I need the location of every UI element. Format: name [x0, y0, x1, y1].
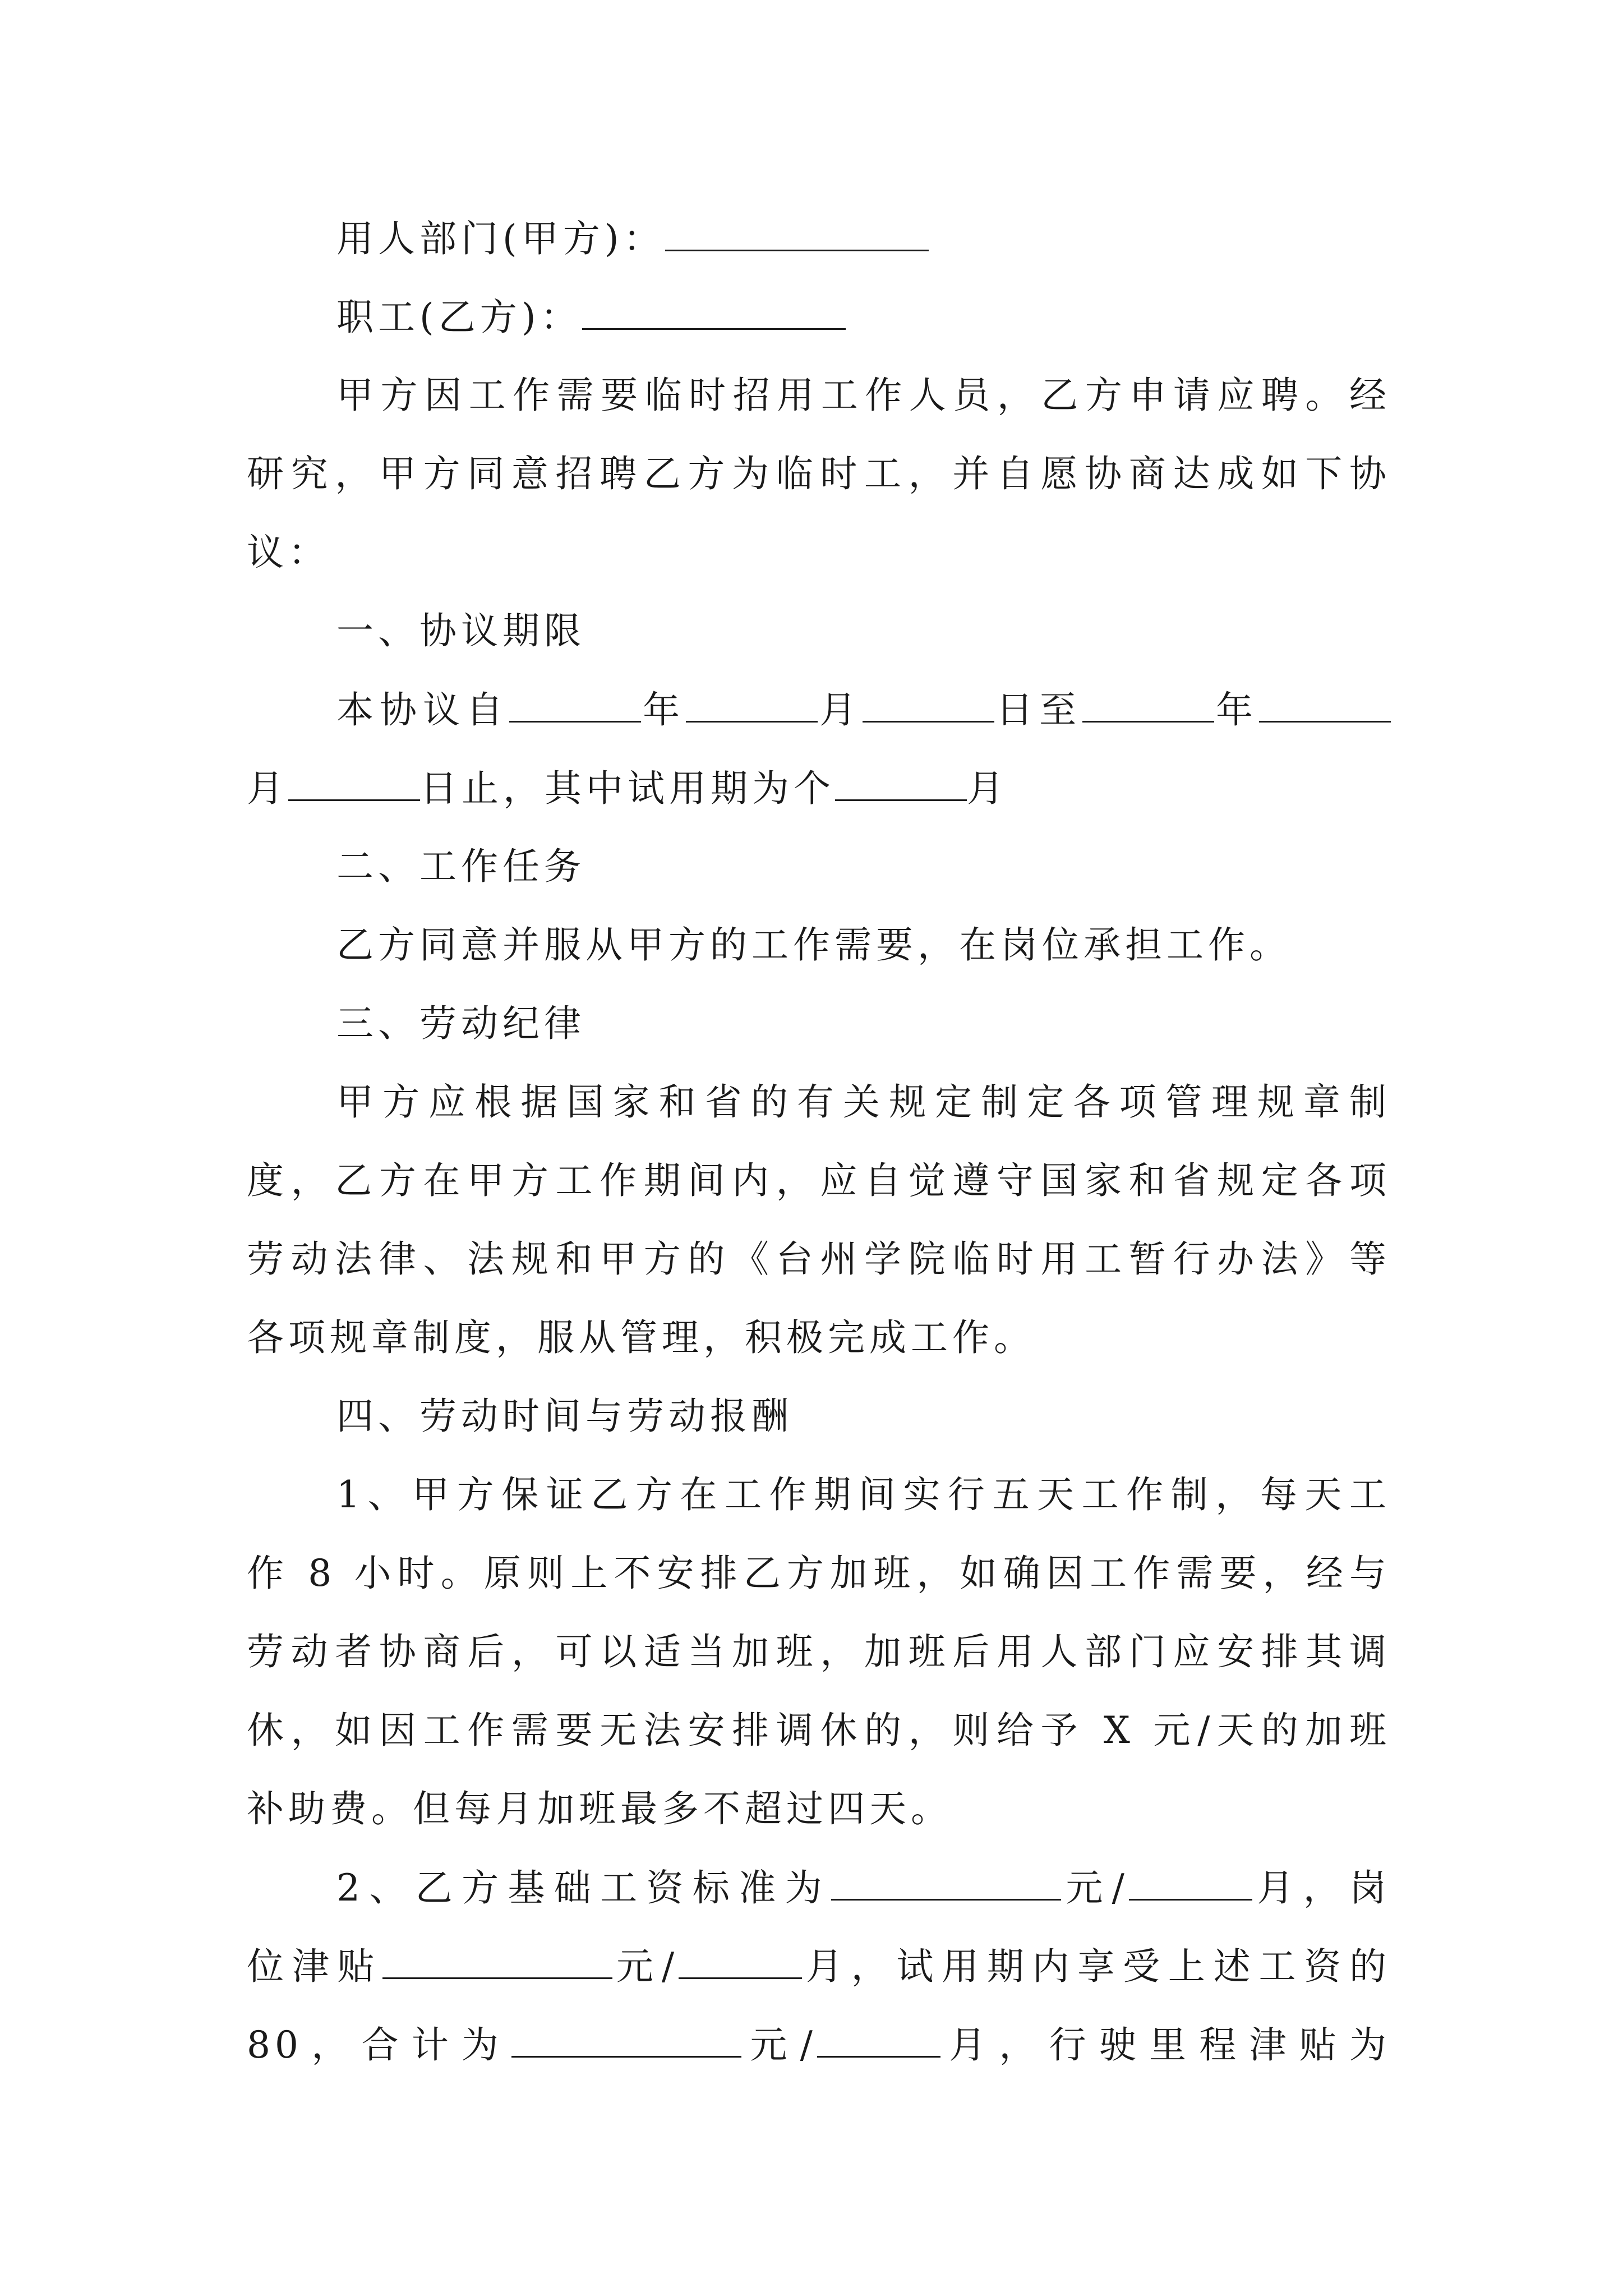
pay-text: 80，合计为: [247, 2023, 512, 2067]
intro-line-3: 议：: [247, 531, 330, 574]
pay-text: 月，岗: [1252, 1866, 1391, 1910]
hours-line-4: 休，如因工作需要无法安排调休的，则给予 X 元/天的加班: [247, 1709, 1391, 1752]
pay-line-3: [247, 2022, 1391, 2068]
section-3-title: 三、劳动纪律: [336, 1002, 585, 1045]
discipline-line-1: 甲方应根据国家和省的有关规定制定各项管理规章制: [336, 1080, 1391, 1124]
employee-line: [336, 295, 1391, 340]
term-text: 月: [247, 767, 288, 810]
term-text: 日止，其中试用期为个: [420, 767, 835, 810]
end-month-blank: [1259, 687, 1391, 723]
pay-text: 位津贴: [247, 1945, 383, 1988]
term-line-2: [247, 766, 1391, 811]
intro-line-2: 研究，甲方同意招聘乙方为临时工，并自愿协商达成如下协: [247, 452, 1391, 495]
end-day-blank: [288, 766, 420, 801]
employer-line: [336, 216, 1391, 261]
allowance-period-blank: [679, 1944, 802, 1979]
section-2-title: 二、工作任务: [336, 845, 585, 888]
pay-text: 月，行驶里程津贴为: [940, 2023, 1391, 2067]
pay-text: 2、乙方基础工资标准为: [336, 1866, 831, 1910]
base-salary-blank: [831, 1865, 1061, 1901]
intro-line-1: 甲方因工作需要临时招用工作人员，乙方申请应聘。经: [336, 374, 1391, 417]
hours-line-2: 作 8 小时。原则上不安排乙方加班，如确因工作需要，经与: [247, 1552, 1391, 1595]
discipline-line-4: 各项规章制度，服从管理，积极完成工作。: [247, 1316, 1035, 1359]
employer-blank: [665, 216, 929, 251]
hours-line-3: 劳动者协商后，可以适当加班，加班后用人部门应安排其调: [247, 1630, 1391, 1673]
discipline-line-2: 度，乙方在甲方工作期间内，应自觉遵守国家和省规定各项: [247, 1159, 1391, 1202]
task-text: 乙方同意并服从甲方的工作需要，在岗位承担工作。: [336, 923, 1291, 967]
start-year-blank: [509, 687, 641, 723]
pay-text: 元/: [612, 1945, 679, 1988]
hours-line-1: 1、甲方保证乙方在工作期间实行五天工作制，每天工: [336, 1473, 1391, 1516]
base-salary-period-blank: [1129, 1865, 1252, 1901]
pay-text: 元/: [741, 2023, 817, 2067]
total-period-blank: [817, 2022, 940, 2058]
end-year-blank: [1082, 687, 1214, 723]
allowance-blank: [382, 1944, 612, 1979]
employer-label: 用人部门(甲方)：: [336, 217, 665, 260]
pay-text: 月，试用期内享受上述工资的: [802, 1945, 1391, 1988]
pay-text: 元/: [1061, 1866, 1129, 1910]
term-text: 年: [641, 688, 686, 731]
term-text: 本协议自: [336, 688, 509, 731]
total-blank: [511, 2022, 741, 2058]
hours-line-5: 补助费。但每月加班最多不超过四天。: [247, 1787, 952, 1830]
pay-line-2: [247, 1944, 1391, 1989]
employee-blank: [582, 295, 846, 330]
section-1-title: 一、协议期限: [336, 609, 585, 652]
employee-label: 职工(乙方)：: [336, 296, 582, 339]
term-text: 月: [967, 767, 1008, 810]
term-text: 月: [818, 688, 863, 731]
term-text: 日至: [994, 688, 1082, 731]
term-text: 年: [1214, 688, 1259, 731]
term-line-1: [336, 687, 1391, 733]
section-4-title: 四、劳动时间与劳动报酬: [336, 1395, 793, 1438]
start-day-blank: [863, 687, 994, 723]
pay-line-1: [336, 1865, 1391, 1911]
start-month-blank: [686, 687, 818, 723]
discipline-line-3: 劳动法律、法规和甲方的《台州学院临时用工暂行办法》等: [247, 1237, 1391, 1281]
probation-blank: [835, 766, 967, 801]
